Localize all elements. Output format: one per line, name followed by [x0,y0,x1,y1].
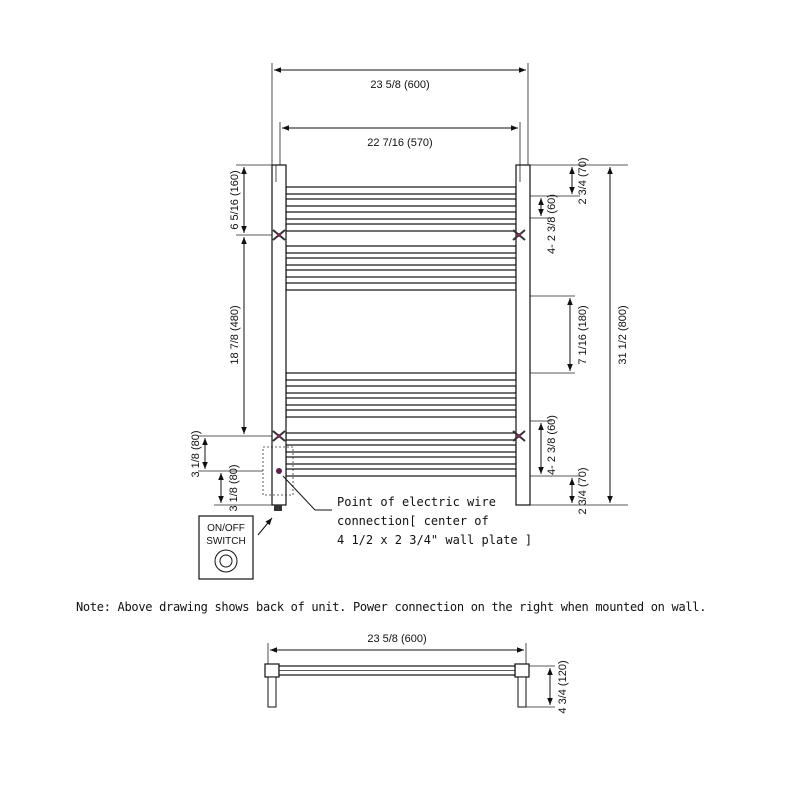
power-cord-stub [274,505,282,511]
right-top-offset-label: 2 3/4 (70) [577,157,589,205]
top-view-right-leg [518,677,526,707]
left-lower-offset-1-label: 3 1/8 (80) [190,430,202,478]
right-dimensions [530,157,629,514]
switch-label-line-1: ON/OFF [207,523,245,534]
left-top-bracket-label: 6 5/16 (160) [229,170,241,230]
right-bottom-offset-label: 2 3/4 (70) [577,467,589,515]
wire-connection-point-icon [276,468,282,474]
right-middle-gap-label: 7 1/16 (180) [577,305,589,365]
top-view-left-leg [268,677,276,707]
bottom-view-width-label: 23 5/8 (600) [367,633,427,645]
right-lower-bracket-label: 4- 2 3/8 (60) [546,415,558,475]
top-view-left-cap [265,664,279,677]
rack-top-view [265,633,569,714]
inner-width-label: 22 7/16 (570) [367,137,433,149]
drawing-note: Note: Above drawing shows back of unit. Power connection on the right when mounted on wall. [76,600,707,614]
right-post [516,165,530,505]
callout-line-2: connection[ center of [337,514,489,528]
overall-width-dimension [272,63,528,165]
left-dimensions [190,165,272,512]
left-bracket-spacing-label: 18 7/8 (480) [229,305,241,365]
on-off-switch [199,516,272,579]
top-view-right-cap [515,664,529,677]
wire-connection-callout [283,476,532,547]
left-lower-offset-2-label: 3 1/8 (80) [228,464,240,512]
inner-width-dimension [280,122,520,165]
switch-label-line-2: SWITCH [206,536,246,547]
right-upper-bracket-label: 4- 2 3/8 (60) [546,194,558,254]
callout-line-3: 4 1/2 x 2 3/4" wall plate ] [337,533,533,547]
horizontal-bars [286,187,516,476]
bottom-view-depth-label: 4 3/4 (120) [557,660,569,714]
overall-width-label: 23 5/8 (600) [370,79,430,91]
callout-line-1: Point of electric wire [337,495,496,509]
rack-back-view [263,165,530,511]
overall-height-label: 31 1/2 (800) [617,305,629,365]
left-post [272,165,286,505]
